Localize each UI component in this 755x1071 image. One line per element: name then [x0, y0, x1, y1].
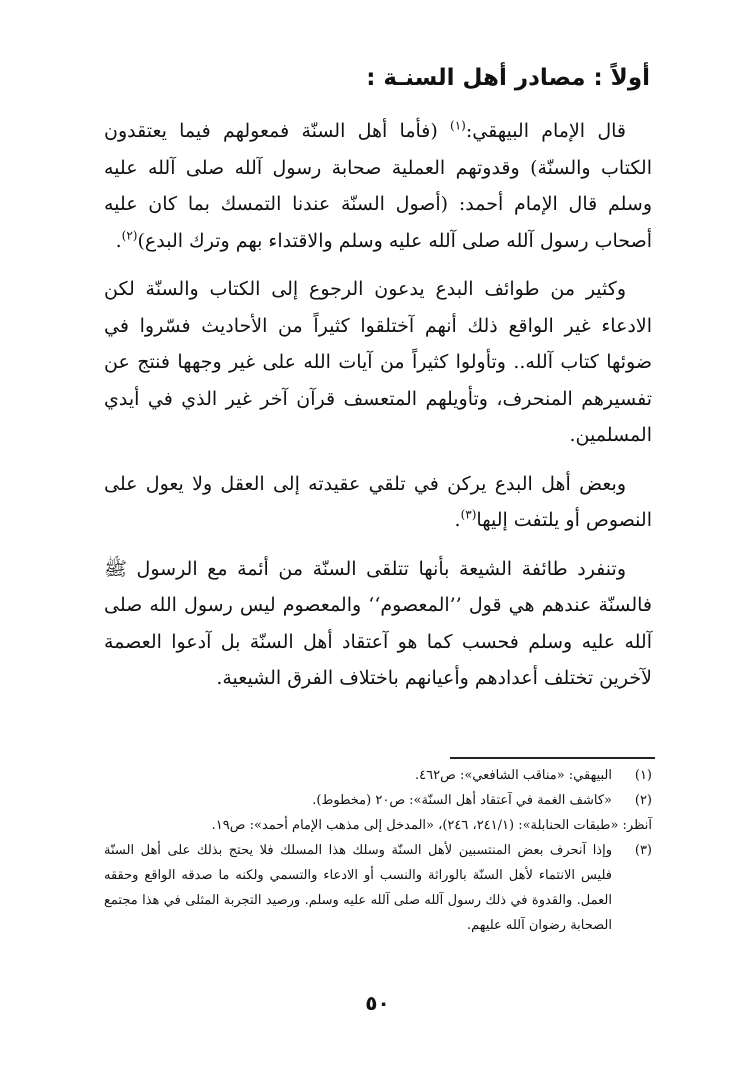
footnote-continuation: آنظر: «طبقات الحنابلة»: (٢٤١/١، ٢٤٦)، «المدخل إلى مذهب الإمام أحمد»: ص١٩. — [211, 818, 652, 833]
footnote-divider — [450, 757, 655, 759]
footnote — [104, 763, 652, 788]
footnote — [104, 838, 652, 938]
footnote-number: (٣) — [634, 843, 652, 858]
paragraph-text: (فأما أهل السنّة فمعولهم فيما يعتقدون الكتاب والسنّة) وقدوتهم العملية صحابة رسول آلله صلى آلله عليه وسلم قال الإمام أحمد: (أصول السنّة عندنا التمسك بما كان عليه أصحاب رسول آلله صلى آلله عليه وسلم والاقتداء بهم وترك البدع) — [104, 120, 652, 252]
paragraph-text: قال الإمام البيهقي: — [465, 120, 626, 142]
footnote-reference[interactable]: (١) — [450, 118, 466, 133]
main-text — [104, 113, 652, 709]
paragraph: وكثير من طوائف البدع يدعون الرجوع إلى الكتاب والسنّة لكن الادعاء غير الواقع ذلك أنهم آختلقوا كثيراً من الأحاديث فسّروا في ضوئها كتاب آلله.. وتأولوا كثيراً من آيات الله على غير وجهها فنتج عن تفسيرهم المنحرف، وتأويلهم المتعسف قرآن آخر غير الذي في أيدي المسلمين. — [104, 278, 652, 446]
footnote-reference[interactable]: (٢) — [121, 228, 138, 243]
paragraph — [104, 113, 652, 259]
footnote-number: (١) — [634, 768, 652, 783]
section-heading: أولاً : مصادر أهل السنـة : — [366, 65, 650, 91]
paragraph-text: وبعض أهل البدع يركن في تلقي عقيدته إلى العقل ولا يعول على النصوص أو يلتفت إليها — [104, 472, 652, 531]
footnote-text: وإذا آنحرف بعض المنتسبين لأهل السنّة وسلك هذا المسلك فلا يحتج بذلك على أهل السنّة فليس الانتماء لأهل السنّة بالوراثة والنسب أو الادعاء والتسمي ولكنه ما صدقه الواقع وحققه العمل. والقدوة في ذلك رسول آلله صلى آلله عليه وسلم. ورصيد التجربة المثلى في هذا مجتمع الصحابة رضوان آلله عليهم. — [104, 843, 612, 933]
footnote-number: (٢) — [634, 793, 652, 808]
footnote-text: البيهقي: «مناقب الشافعي»: ص٤٦٢. — [415, 768, 612, 783]
paragraph — [104, 466, 652, 539]
footnote-text: «كاشف الغمة في آعتقاد أهل السنّة»: ص٢٠ (مخطوط). — [312, 793, 612, 808]
footnotes — [104, 763, 652, 938]
paragraph-text: . — [115, 229, 122, 252]
paragraph-text: . — [454, 509, 461, 531]
page-number: ٥٠ — [365, 991, 390, 1015]
footnote — [104, 788, 652, 813]
paragraph: وتنفرد طائفة الشيعة بأنها تتلقى السنّة من أئمة مع الرسول ﷺ فالسنّة عندهم هي قول ’’المعصوم‘‘ والمعصوم ليس رسول الله صلى آلله عليه وسلم فحسب كما هو آعتقاد أهل السنّة بل آدعوا العصمة لآخرين تختلف أعدادهم وأعيانهم باختلاف الفرق الشيعية. — [104, 557, 652, 689]
footnote-reference[interactable]: (٣) — [460, 507, 477, 522]
